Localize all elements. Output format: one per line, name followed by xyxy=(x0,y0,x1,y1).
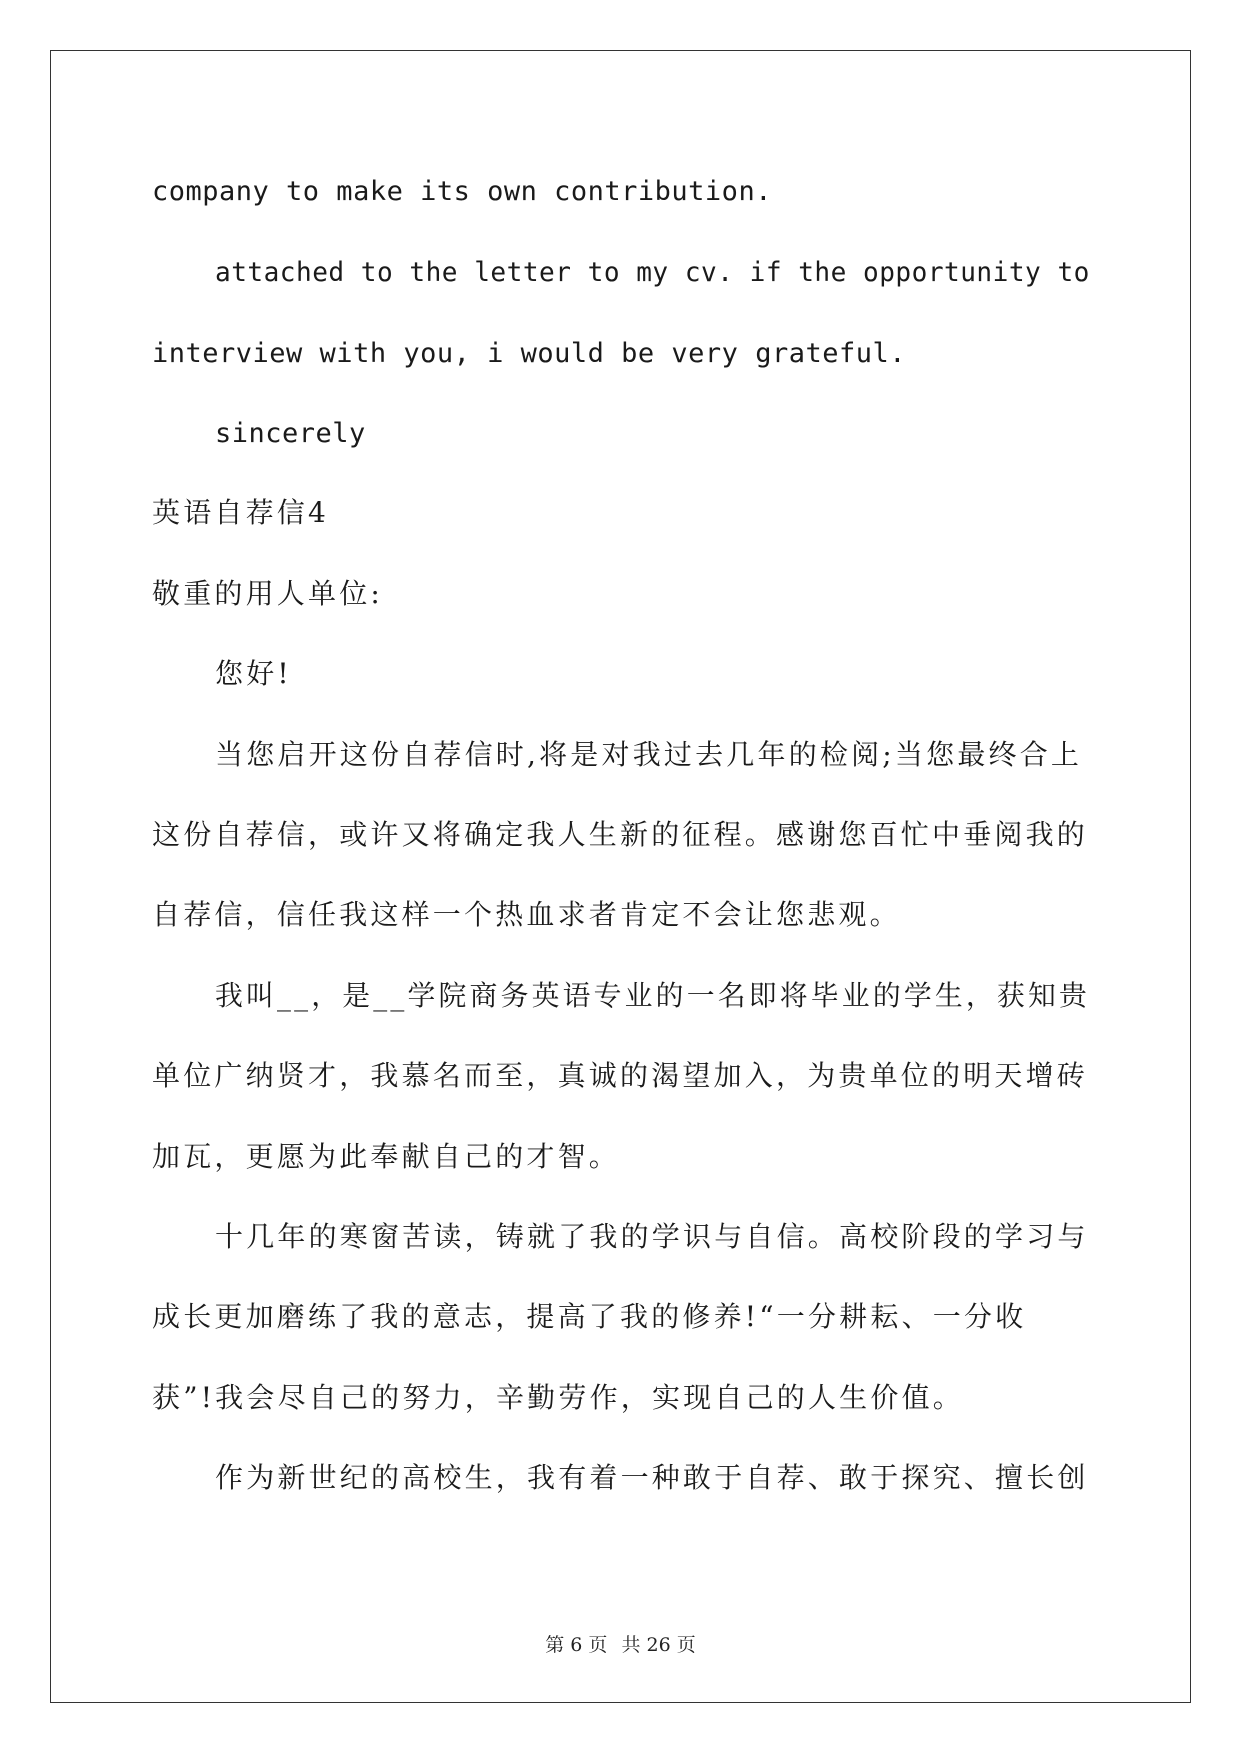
text-line: 成长更加磨练了我的意志，提高了我的修养!“一分耕耘、一分收 xyxy=(152,1300,1027,1333)
text-line: 我叫__，是__学院商务英语专业的一名即将毕业的学生，获知贵 xyxy=(215,979,1090,1012)
text-line: company to make its own contribution. xyxy=(152,176,772,207)
text-line: 自荐信，信任我这样一个热血求者肯定不会让您悲观。 xyxy=(152,898,901,931)
page-border xyxy=(50,50,1191,1703)
text-line: sincerely xyxy=(215,418,366,449)
text-line: 获”!我会尽自己的努力，辛勤劳作，实现自己的人生价值。 xyxy=(152,1381,964,1414)
text-line: attached to the letter to my cv. if the opportunity to xyxy=(215,257,1090,288)
section-heading: 英语自荐信4 xyxy=(152,496,330,529)
text-line: 作为新世纪的高校生，我有着一种敢于自荐、敢于探究、擅长创 xyxy=(215,1461,1089,1494)
text-line: interview with you, i would be very grateful. xyxy=(152,338,906,369)
text-line: 当您启开这份自荐信时,将是对我过去几年的检阅;当您最终合上 xyxy=(215,738,1083,771)
greeting: 您好! xyxy=(215,657,292,690)
salutation: 敬重的用人单位: xyxy=(152,577,384,610)
page-number: 第 6 页 xyxy=(545,1634,608,1656)
text-line: 加瓦，更愿为此奉献自己的才智。 xyxy=(152,1140,621,1173)
text-line: 单位广纳贤才，我慕名而至，真诚的渴望加入，为贵单位的明天增砖 xyxy=(152,1059,1089,1092)
page-footer xyxy=(0,1630,1241,1657)
text-line: 这份自荐信，或许又将确定我人生新的征程。感谢您百忙中垂阅我的 xyxy=(152,818,1089,851)
page-total: 共 26 页 xyxy=(621,1634,696,1656)
text-line: 十几年的寒窗苦读，铸就了我的学识与自信。高校阶段的学习与 xyxy=(215,1220,1089,1253)
